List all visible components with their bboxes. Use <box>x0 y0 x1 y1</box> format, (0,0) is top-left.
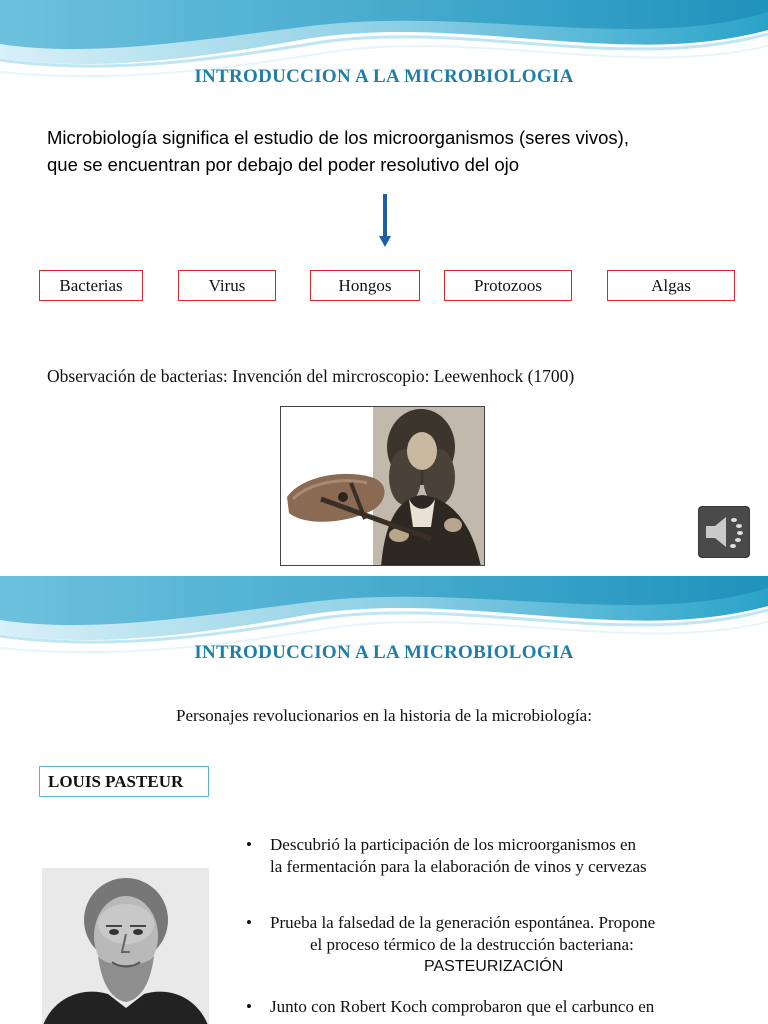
pasteur-portrait <box>42 868 209 1024</box>
speaker-icon[interactable] <box>698 506 750 558</box>
bullet-line: el proceso térmico de la destrucción bacteriana: <box>310 935 634 954</box>
bullet-line: Prueba la falsedad de la generación espontánea. Propone <box>270 913 656 932</box>
category-box-protozoos: Protozoos <box>444 270 572 301</box>
slide-title: INTRODUCCION A LA MICROBIOLOGIA <box>194 66 574 87</box>
category-box-algas: Algas <box>607 270 735 301</box>
bullet-dot: • <box>246 997 252 1016</box>
intro-line-1: Microbiología significa el estudio de los microorganismos (seres vivos), <box>47 127 629 148</box>
person-name-box: LOUIS PASTEUR <box>39 766 209 797</box>
category-box-virus: Virus <box>178 270 276 301</box>
category-box-hongos: Hongos <box>310 270 420 301</box>
bullet-line: Descubrió la participación de los microorganismos en <box>270 835 637 854</box>
leeuwenhoek-illustration <box>281 407 485 566</box>
bullet-dot: • <box>246 913 252 932</box>
category-box-bacterias: Bacterias <box>39 270 143 301</box>
intro-text <box>47 124 747 178</box>
down-arrow-icon <box>377 194 393 248</box>
bullet-line: Junto con Robert Koch comprobaron que el carbunco en <box>270 997 655 1016</box>
bullet-item-3 <box>246 996 655 1018</box>
bullet-item-2 <box>246 912 656 978</box>
intro-line-2: que se encuentran por debajo del poder resolutivo del ojo <box>47 154 520 175</box>
observation-text: Observación de bacterias: Invención del mircroscopio: Leewenhock (1700) <box>47 366 575 386</box>
bullet-line: PASTEURIZACIÓN <box>424 958 564 975</box>
bullet-item-1 <box>246 834 647 878</box>
bullet-line: la fermentación para la elaboración de vinos y cervezas <box>270 857 647 876</box>
leeuwenhoek-image <box>280 406 485 566</box>
bullet-dot: • <box>246 835 252 854</box>
slide-title: INTRODUCCION A LA MICROBIOLOGIA <box>194 642 574 663</box>
slide-2 <box>0 576 768 1024</box>
subtitle: Personajes revolucionarios en la historia de la microbiología: <box>176 706 592 725</box>
